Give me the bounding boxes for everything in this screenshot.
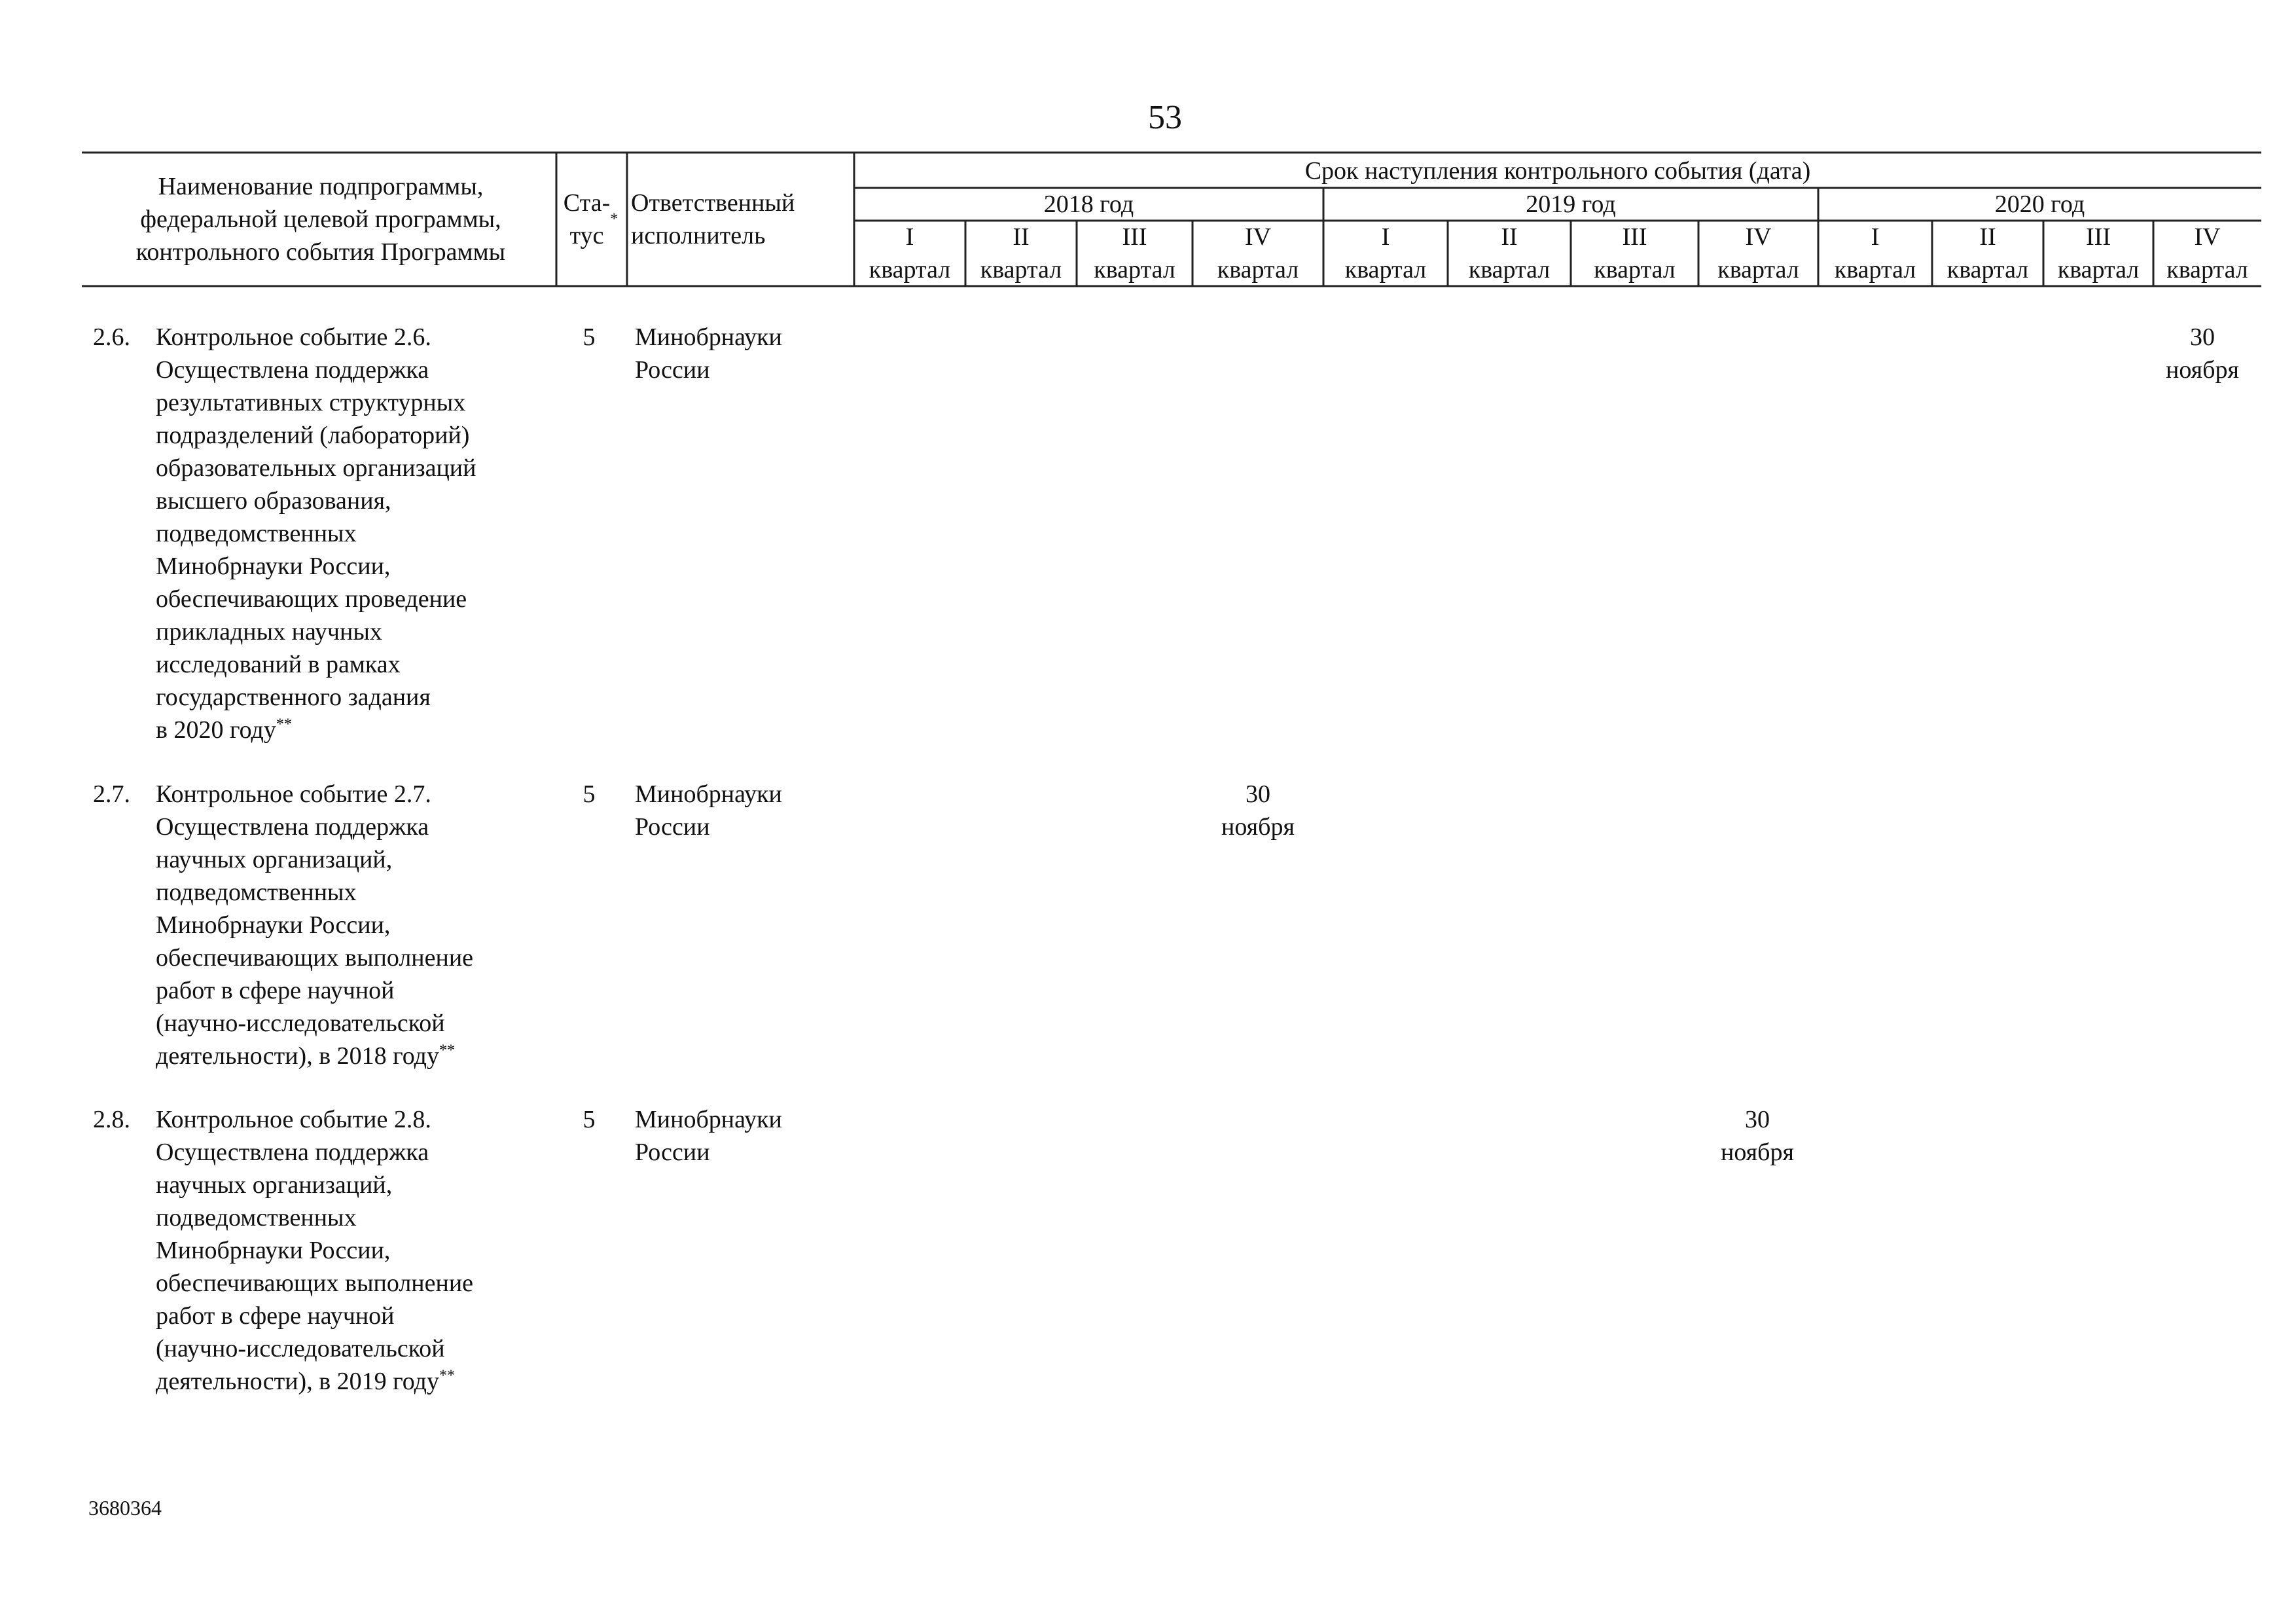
header-quarter <box>1193 221 1323 286</box>
header-year: 2020 год <box>1994 191 2085 218</box>
page-number: 53 <box>1148 99 1182 136</box>
header-quarter <box>2153 221 2261 286</box>
event-description <box>156 321 535 746</box>
row-number: 2.7. <box>93 780 130 808</box>
quarter-numeral: IV <box>1244 223 1272 251</box>
quarter-word: квартал <box>2166 256 2248 283</box>
quarter-word: квартал <box>1834 256 1916 283</box>
quarter-numeral: II <box>1013 223 1030 251</box>
quarter-word: квартал <box>1946 256 2029 283</box>
date-month: ноября <box>1221 813 1295 841</box>
event-date-2019-q4 <box>1692 1103 1823 1169</box>
quarter-numeral: II <box>1501 223 1518 251</box>
status-value: 5 <box>583 780 596 808</box>
header-quarter <box>1698 221 1818 286</box>
header-year: 2019 год <box>1526 191 1616 218</box>
header-quarter <box>1448 221 1571 286</box>
row-number: 2.6. <box>93 323 130 351</box>
quarter-word: квартал <box>980 256 1062 283</box>
quarter-numeral: III <box>2086 223 2111 251</box>
header-status-column: Ста- тус * <box>556 154 625 285</box>
quarter-numeral: I <box>905 223 914 251</box>
quarter-numeral: III <box>1622 223 1647 251</box>
event-description-text: Контрольное событие 2.6. Осуществлена поддержка результативных структурных подразделений (лабораторий) образовательных организаций высшего образования, подведомственных Минобрнауки России, обеспечивающих проведение прикладных научных исследований в рамках государственного задания в 2020 году <box>156 323 476 744</box>
quarter-numeral: IV <box>2194 223 2221 251</box>
header-quarter <box>1571 221 1698 286</box>
event-description-text: Контрольное событие 2.8. Осуществлена поддержка научных организаций, подведомственных Минобрнауки России, обеспечивающих выполнение работ в сфере научной (научно-исследовательской деятельности), в 2019 году <box>156 1106 474 1395</box>
header-year: 2018 год <box>1043 191 1134 218</box>
header-deadline: Срок наступления контрольного события (дата) <box>1304 157 1811 185</box>
header-quarter <box>965 221 1077 286</box>
quarter-word: квартал <box>2057 256 2140 283</box>
footnote-mark: ** <box>439 1042 456 1059</box>
quarter-word: квартал <box>1594 256 1676 283</box>
responsible-executor: Минобрнауки России <box>635 780 782 841</box>
quarter-numeral: II <box>1979 223 1996 251</box>
quarter-word: квартал <box>1468 256 1551 283</box>
quarter-word: квартал <box>869 256 951 283</box>
event-date-2018-q4 <box>1193 778 1323 843</box>
header-quarter <box>2043 221 2153 286</box>
document-id: 3680364 <box>88 1496 162 1520</box>
quarter-word: квартал <box>1094 256 1175 283</box>
status-value: 5 <box>583 1106 596 1133</box>
responsible-executor: Минобрнауки России <box>635 1106 782 1166</box>
header-quarter <box>854 221 965 286</box>
responsible-executor: Минобрнауки России <box>635 323 782 384</box>
header-quarter <box>1323 221 1448 286</box>
quarter-numeral: I <box>1871 223 1880 251</box>
footnote-mark: ** <box>439 1367 456 1385</box>
date-day: 30 <box>1246 780 1270 808</box>
header-quarter <box>1818 221 1932 286</box>
date-month: ноября <box>1721 1139 1794 1166</box>
quarter-word: квартал <box>1217 256 1299 283</box>
header-name-column: Наименование подпрограммы, федеральной целевой программы, контрольного события Программы <box>135 173 506 266</box>
quarter-numeral: IV <box>1745 223 1772 251</box>
date-day: 30 <box>2190 323 2215 351</box>
quarter-word: квартал <box>1344 256 1427 283</box>
quarter-numeral: III <box>1122 223 1147 251</box>
status-value: 5 <box>583 323 596 351</box>
footnote-mark: ** <box>276 716 292 733</box>
event-description <box>156 1103 535 1398</box>
header-responsible-column: Ответственный исполнитель <box>631 189 795 249</box>
quarter-word: квартал <box>1717 256 1799 283</box>
date-day: 30 <box>1745 1106 1770 1133</box>
header-quarter <box>1077 221 1193 286</box>
header-quarter <box>1932 221 2043 286</box>
header-status-label: Ста- тус <box>563 189 611 249</box>
row-number: 2.8. <box>93 1106 130 1133</box>
event-description-text: Контрольное событие 2.7. Осуществлена поддержка научных организаций, подведомственных Минобрнауки России, обеспечивающих выполнение работ в сфере научной (научно-исследовательской деятельности), в 2018 году <box>156 780 474 1070</box>
date-month: ноября <box>2166 356 2239 384</box>
event-date-2020-q4 <box>2137 321 2268 386</box>
quarter-numeral: I <box>1381 223 1390 251</box>
event-description <box>156 778 535 1072</box>
